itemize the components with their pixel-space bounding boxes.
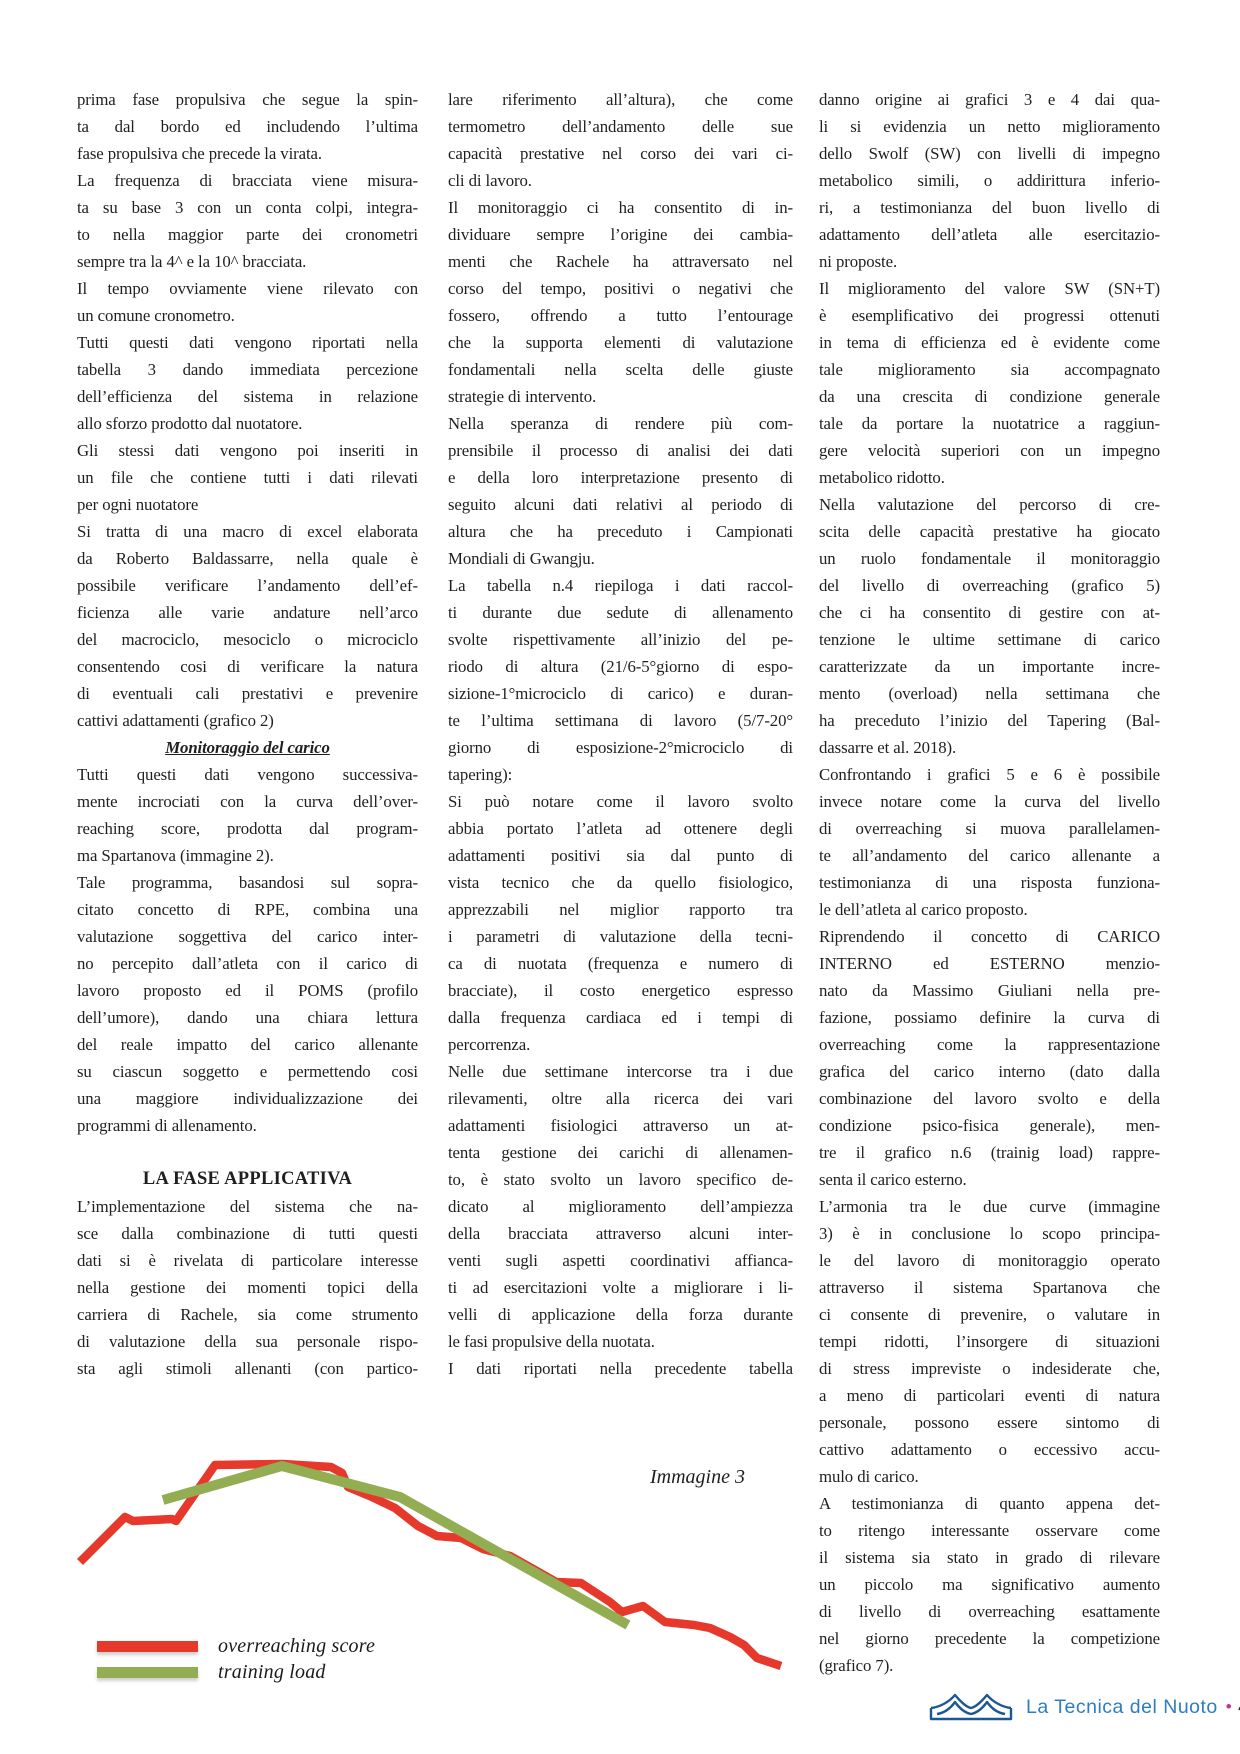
text-column-right [819, 86, 1160, 1679]
wave-logo-icon [926, 1691, 1016, 1723]
text-line: caratterizzate da un importante incre- [819, 657, 1160, 676]
text-line: seguito alcuni dati relativi al periodo di [448, 495, 793, 514]
text-line: Si tratta di una macro di excel elaborata [77, 522, 418, 541]
text-line: le fasi propulsive della nuotata. [448, 1332, 655, 1351]
text-line: lare riferimento all’altura), che come [448, 90, 793, 109]
text-line: testimonianza di una risposta funziona- [819, 873, 1160, 892]
text-line: cli di lavoro. [448, 171, 532, 190]
text-line: del reale impatto del carico allenante [77, 1035, 418, 1054]
text-line: un piccolo ma significativo aumento [819, 1575, 1160, 1594]
text-line: ta su base 3 con un conta colpi, integra- [77, 198, 418, 217]
page-footer [926, 1689, 1240, 1725]
text-line: di valutazione della sua personale rispo- [77, 1332, 418, 1351]
text-line: un file che contiene tutti i dati rilevati [77, 468, 418, 487]
text-line: Nella speranza di rendere più com- [448, 414, 793, 433]
text-line: bracciate), il costo energetico espresso [448, 981, 793, 1000]
text-line: condizione psico-fisica generale), men- [819, 1116, 1160, 1135]
text-line: INTERNO ed ESTERNO menzio- [819, 954, 1160, 973]
text-line: i parametri di valutazione della tecni- [448, 927, 793, 946]
text-line: fase propulsiva che precede la virata. [77, 144, 322, 163]
text-line: overreaching come la rappresentazione [819, 1035, 1160, 1054]
text-column-middle [448, 86, 793, 1382]
text-line: Tutti questi dati vengono riportati nella [77, 333, 418, 352]
footer-separator-dot: • [1225, 1697, 1232, 1716]
text-line: Tutti questi dati vengono successiva- [77, 765, 418, 784]
figure-caption: Immagine 3 [650, 1466, 745, 1488]
text-line: della bracciata attraverso alcuni inter- [448, 1224, 793, 1243]
text-line: reaching score, prodotta dal program- [77, 819, 418, 838]
text-line: danno origine ai grafici 3 e 4 dai qua- [819, 90, 1160, 109]
text-line: dati si è rivelata di particolare interesse [77, 1251, 418, 1270]
text-line: te l’ultima settimana di lavoro (5/7-20° [448, 711, 793, 730]
text-line: valutazione soggettiva del carico inter- [77, 927, 418, 946]
text-line: rilevamenti, oltre alla ricerca dei vari [448, 1089, 793, 1108]
text-line: ha preceduto l’inizio del Tapering (Bal- [819, 711, 1160, 730]
text-line: allo sforzo prodotto dal nuotatore. [77, 414, 303, 433]
text-line: Il tempo ovviamente viene rilevato con [77, 279, 418, 298]
text-line: corso del tempo, positivi o negativi che [448, 279, 793, 298]
legend-label-training-load: training load [218, 1660, 326, 1683]
text-line: gere velocità superiori con un impegno [819, 441, 1160, 460]
text-line: dell’umore), dando una chiara lettura [77, 1008, 418, 1027]
text-line: dello Swolf (SW) con livelli di impegno [819, 144, 1160, 163]
text-line: un ruolo fondamentale il monitoraggio [819, 549, 1160, 568]
text-line: in tema di efficienza ed è evidente come [819, 333, 1160, 352]
text-line: sempre tra la 4^ e la 10^ bracciata. [77, 252, 307, 271]
text-line: riodo di altura (21/6-5°giorno di espo- [448, 657, 793, 676]
text-line: grafica del carico interno (dato dalla [819, 1062, 1160, 1081]
text-line: ca di nuotata (frequenza e numero di [448, 954, 793, 973]
text-line: a meno di particolari eventi di natura [819, 1386, 1160, 1405]
legend-item-training-load [97, 1659, 375, 1685]
text-line: Tale programma, basandosi sul sopra- [77, 873, 418, 892]
text-line: per ogni nuotatore [77, 495, 199, 514]
text-line: prensibile il processo di analisi dei dati [448, 441, 793, 460]
text-line: La tabella n.4 riepiloga i dati raccol- [448, 576, 793, 595]
text-line: un comune cronometro. [77, 306, 235, 325]
text-line: ti durante due sedute di allenamento [448, 603, 793, 622]
text-line: altura che ha preceduto i Campionati [448, 522, 793, 541]
text-line: mulo di carico. [819, 1467, 919, 1486]
training-load-line [163, 1466, 628, 1625]
text-line: invece notare come la curva del livello [819, 792, 1160, 811]
text-line: da Roberto Baldassarre, nella quale è [77, 549, 418, 568]
text-line: dividuare sempre l’origine dei cambia- [448, 225, 793, 244]
section-heading: Monitoraggio del carico [165, 738, 330, 757]
text-line: to nella maggior parte dei cronometri [77, 225, 418, 244]
text-line: mente incrociati con la curva dell’over- [77, 792, 418, 811]
text-line: Nelle due settimane intercorse tra i due [448, 1062, 793, 1081]
legend-label-overreaching-score: overreaching score [218, 1634, 376, 1657]
text-line: li si evidenzia un netto miglioramento [819, 117, 1160, 136]
text-line: che la supporta elementi di valutazione [448, 333, 793, 352]
text-line: ta dal bordo ed includendo l’ultima [77, 117, 418, 136]
text-line: attraverso il sistema Spartanova che [819, 1278, 1160, 1297]
text-line: capacità prestative nel corso dei vari ci- [448, 144, 793, 163]
text-line: to ritengo interessante osservare come [819, 1521, 1160, 1540]
text-line: I dati riportati nella precedente tabella [448, 1359, 793, 1378]
text-line: dell’efficienza del sistema in relazione [77, 387, 418, 406]
text-line: menti che Rachele ha attraversato nel [448, 252, 793, 271]
text-line: Confrontando i grafici 5 e 6 è possibile [819, 765, 1160, 784]
text-line: tapering): [448, 765, 513, 784]
text-line: A testimonianza di quanto appena det- [819, 1494, 1160, 1513]
text-line: Riprendendo il concetto di CARICO [819, 927, 1160, 946]
text-line: sizione-1°microciclo di carico) e duran- [448, 684, 793, 703]
text-line: il sistema sia stato in grado di rilevare [819, 1548, 1160, 1567]
text-line: dicato al miglioramento dell’ampiezza [448, 1197, 793, 1216]
text-line: abbia portato l’atleta ad ottenere degli [448, 819, 793, 838]
text-line: una maggiore individualizzazione dei [77, 1089, 418, 1108]
text-line: di overreaching si muova parallelamen- [819, 819, 1160, 838]
text-line: di stress impreviste o indesiderate che, [819, 1359, 1160, 1378]
text-line: dalla frequenza cardiaca ed i tempi di [448, 1008, 793, 1027]
text-line: fondamentali nella scelta delle giuste [448, 360, 793, 379]
text-line: Il miglioramento del valore SW (SN+T) [819, 279, 1160, 298]
text-line: metabolico simili, o addirittura inferio- [819, 171, 1160, 190]
text-line: Mondiali di Gwangju. [448, 549, 595, 568]
text-line: L’armonia tra le due curve (immagine [819, 1197, 1160, 1216]
text-line: tale miglioramento sia accompagnato [819, 360, 1160, 379]
text-line: fazione, possiamo definire la curva di [819, 1008, 1160, 1027]
text-line: che ci ha consentito di gestire con at- [819, 603, 1160, 622]
text-line: La frequenza di bracciata viene misura- [77, 171, 418, 190]
text-line: ma Spartanova (immagine 2). [77, 846, 274, 865]
text-line: dassarre et al. 2018). [819, 738, 957, 757]
text-line: del macrociclo, mesociclo o microciclo [77, 630, 418, 649]
text-line: da una crescita di condizione generale [819, 387, 1160, 406]
text-line: personale, possono essere sintomo di [819, 1413, 1160, 1432]
text-line: cattivi adattamenti (grafico 2) [77, 711, 274, 730]
text-line: tabella 3 dando immediata percezione [77, 360, 418, 379]
text-line: sce dalla combinazione di tutti questi [77, 1224, 418, 1243]
text-line: fossero, offrendo a tutto l’entourage [448, 306, 793, 325]
text-line: consentendo cosi di verificare la natura [77, 657, 418, 676]
text-line: vista tecnico che da quello fisiologico, [448, 873, 793, 892]
text-line: Il monitoraggio ci ha consentito di in- [448, 198, 793, 217]
text-line: del livello di overreaching (grafico 5) [819, 576, 1160, 595]
text-line: lavoro proposto ed il POMS (profilo [77, 981, 418, 1000]
text-line: mento (overload) nella settimana che [819, 684, 1160, 703]
section-heading: LA FASE APPLICATIVA [142, 1169, 353, 1189]
text-line: (grafico 7). [819, 1656, 894, 1675]
text-line: svolte rispettivamente all’inizio del pe- [448, 630, 793, 649]
text-line: tre il grafico n.6 (trainig load) rappre- [819, 1143, 1160, 1162]
text-line: tenzione le ultime settimane di carico [819, 630, 1160, 649]
text-line: nato da Massimo Giuliani nella pre- [819, 981, 1160, 1000]
legend-swatch-overreaching-score [97, 1641, 198, 1652]
text-line: Nella valutazione del percorso di cre- [819, 495, 1160, 514]
text-line: te all’andamento del carico allenante a [819, 846, 1160, 865]
chart-legend [97, 1633, 375, 1685]
text-line: ficienza alle varie andature nell’arco [77, 603, 418, 622]
text-line: possibile verificare l’andamento dell’ef- [77, 576, 418, 595]
text-line: Si può notare come il lavoro svolto [448, 792, 793, 811]
text-line: scita delle capacità prestative ha giocato [819, 522, 1160, 541]
text-line: citato concetto di RPE, combina una [77, 900, 418, 919]
text-line: è esemplificativo dei progressi ottenuti [819, 306, 1160, 325]
text-line: senta il carico esterno. [819, 1170, 967, 1189]
text-line: e della loro interpretazione presento di [448, 468, 793, 487]
text-line [77, 1139, 418, 1166]
text-line: tempi ridotti, l’insorgere di situazioni [819, 1332, 1160, 1351]
text-line: programmi di allenamento. [77, 1116, 257, 1135]
text-line: adattamenti positivi sia dal punto di [448, 846, 793, 865]
text-line: le del lavoro di monitoraggio operato [819, 1251, 1160, 1270]
text-line: velli di applicazione della forza durante [448, 1305, 793, 1324]
text-line: ni proposte. [819, 252, 898, 271]
text-line: 3) è in conclusione lo scopo principa- [819, 1224, 1160, 1243]
legend-item-overreaching-score [97, 1633, 375, 1659]
text-line: ti ad esercitazioni volte a migliorare i li- [448, 1278, 793, 1297]
legend-swatch-training-load [97, 1667, 198, 1678]
text-line: ri, a testimonianza del buon livello di [819, 198, 1160, 217]
text-line: adattamento dell’atleta alle esercitazio- [819, 225, 1160, 244]
text-line: di livello di overreaching esattamente [819, 1602, 1160, 1621]
text-line: tale da portare la nuotatrice a raggiun- [819, 414, 1160, 433]
text-line: L’implementazione del sistema che na- [77, 1197, 418, 1216]
text-line: le dell’atleta al carico proposto. [819, 900, 1028, 919]
text-line: percorrenza. [448, 1035, 531, 1054]
text-line: combinazione del lavoro svolto e della [819, 1089, 1160, 1108]
text-line: metabolico ridotto. [819, 468, 945, 487]
text-column-left [77, 86, 418, 1382]
text-line: termometro dell’andamento delle sue [448, 117, 793, 136]
text-line: su ciascun soggetto e permettendo cosi [77, 1062, 418, 1081]
text-line: Gli stessi dati vengono poi inseriti in [77, 441, 418, 460]
text-line: sta agli stimoli allenanti (con partico- [77, 1359, 418, 1378]
magazine-name: La Tecnica del Nuoto [1026, 1695, 1218, 1718]
text-line: nel giorno precedente la competizione [819, 1629, 1160, 1648]
text-line: tenta gestione dei carichi di allenamen- [448, 1143, 793, 1162]
text-line: no percepito dall’atleta con il carico di [77, 954, 418, 973]
text-line: to, è stato svolto un lavoro specifico de- [448, 1170, 793, 1189]
text-line: giorno di esposizione-2°microciclo di [448, 738, 793, 757]
text-line: di eventuali cali prestativi e prevenire [77, 684, 418, 703]
text-line: apprezzabili nel miglior rapporto tra [448, 900, 793, 919]
text-line: carriera di Rachele, sia come strumento [77, 1305, 418, 1324]
text-line: adattamenti fisiologici attraverso un at- [448, 1116, 793, 1135]
text-line: prima fase propulsiva che segue la spin- [77, 90, 418, 109]
text-line: cattivo adattamento o eccessivo accu- [819, 1440, 1160, 1459]
text-line: venti sugli aspetti coordinativi affianca- [448, 1251, 793, 1270]
text-line: nella gestione dei momenti topici della [77, 1278, 418, 1297]
text-line: ci consente di prevenire, o valutare in [819, 1305, 1160, 1324]
text-line: strategie di intervento. [448, 387, 597, 406]
